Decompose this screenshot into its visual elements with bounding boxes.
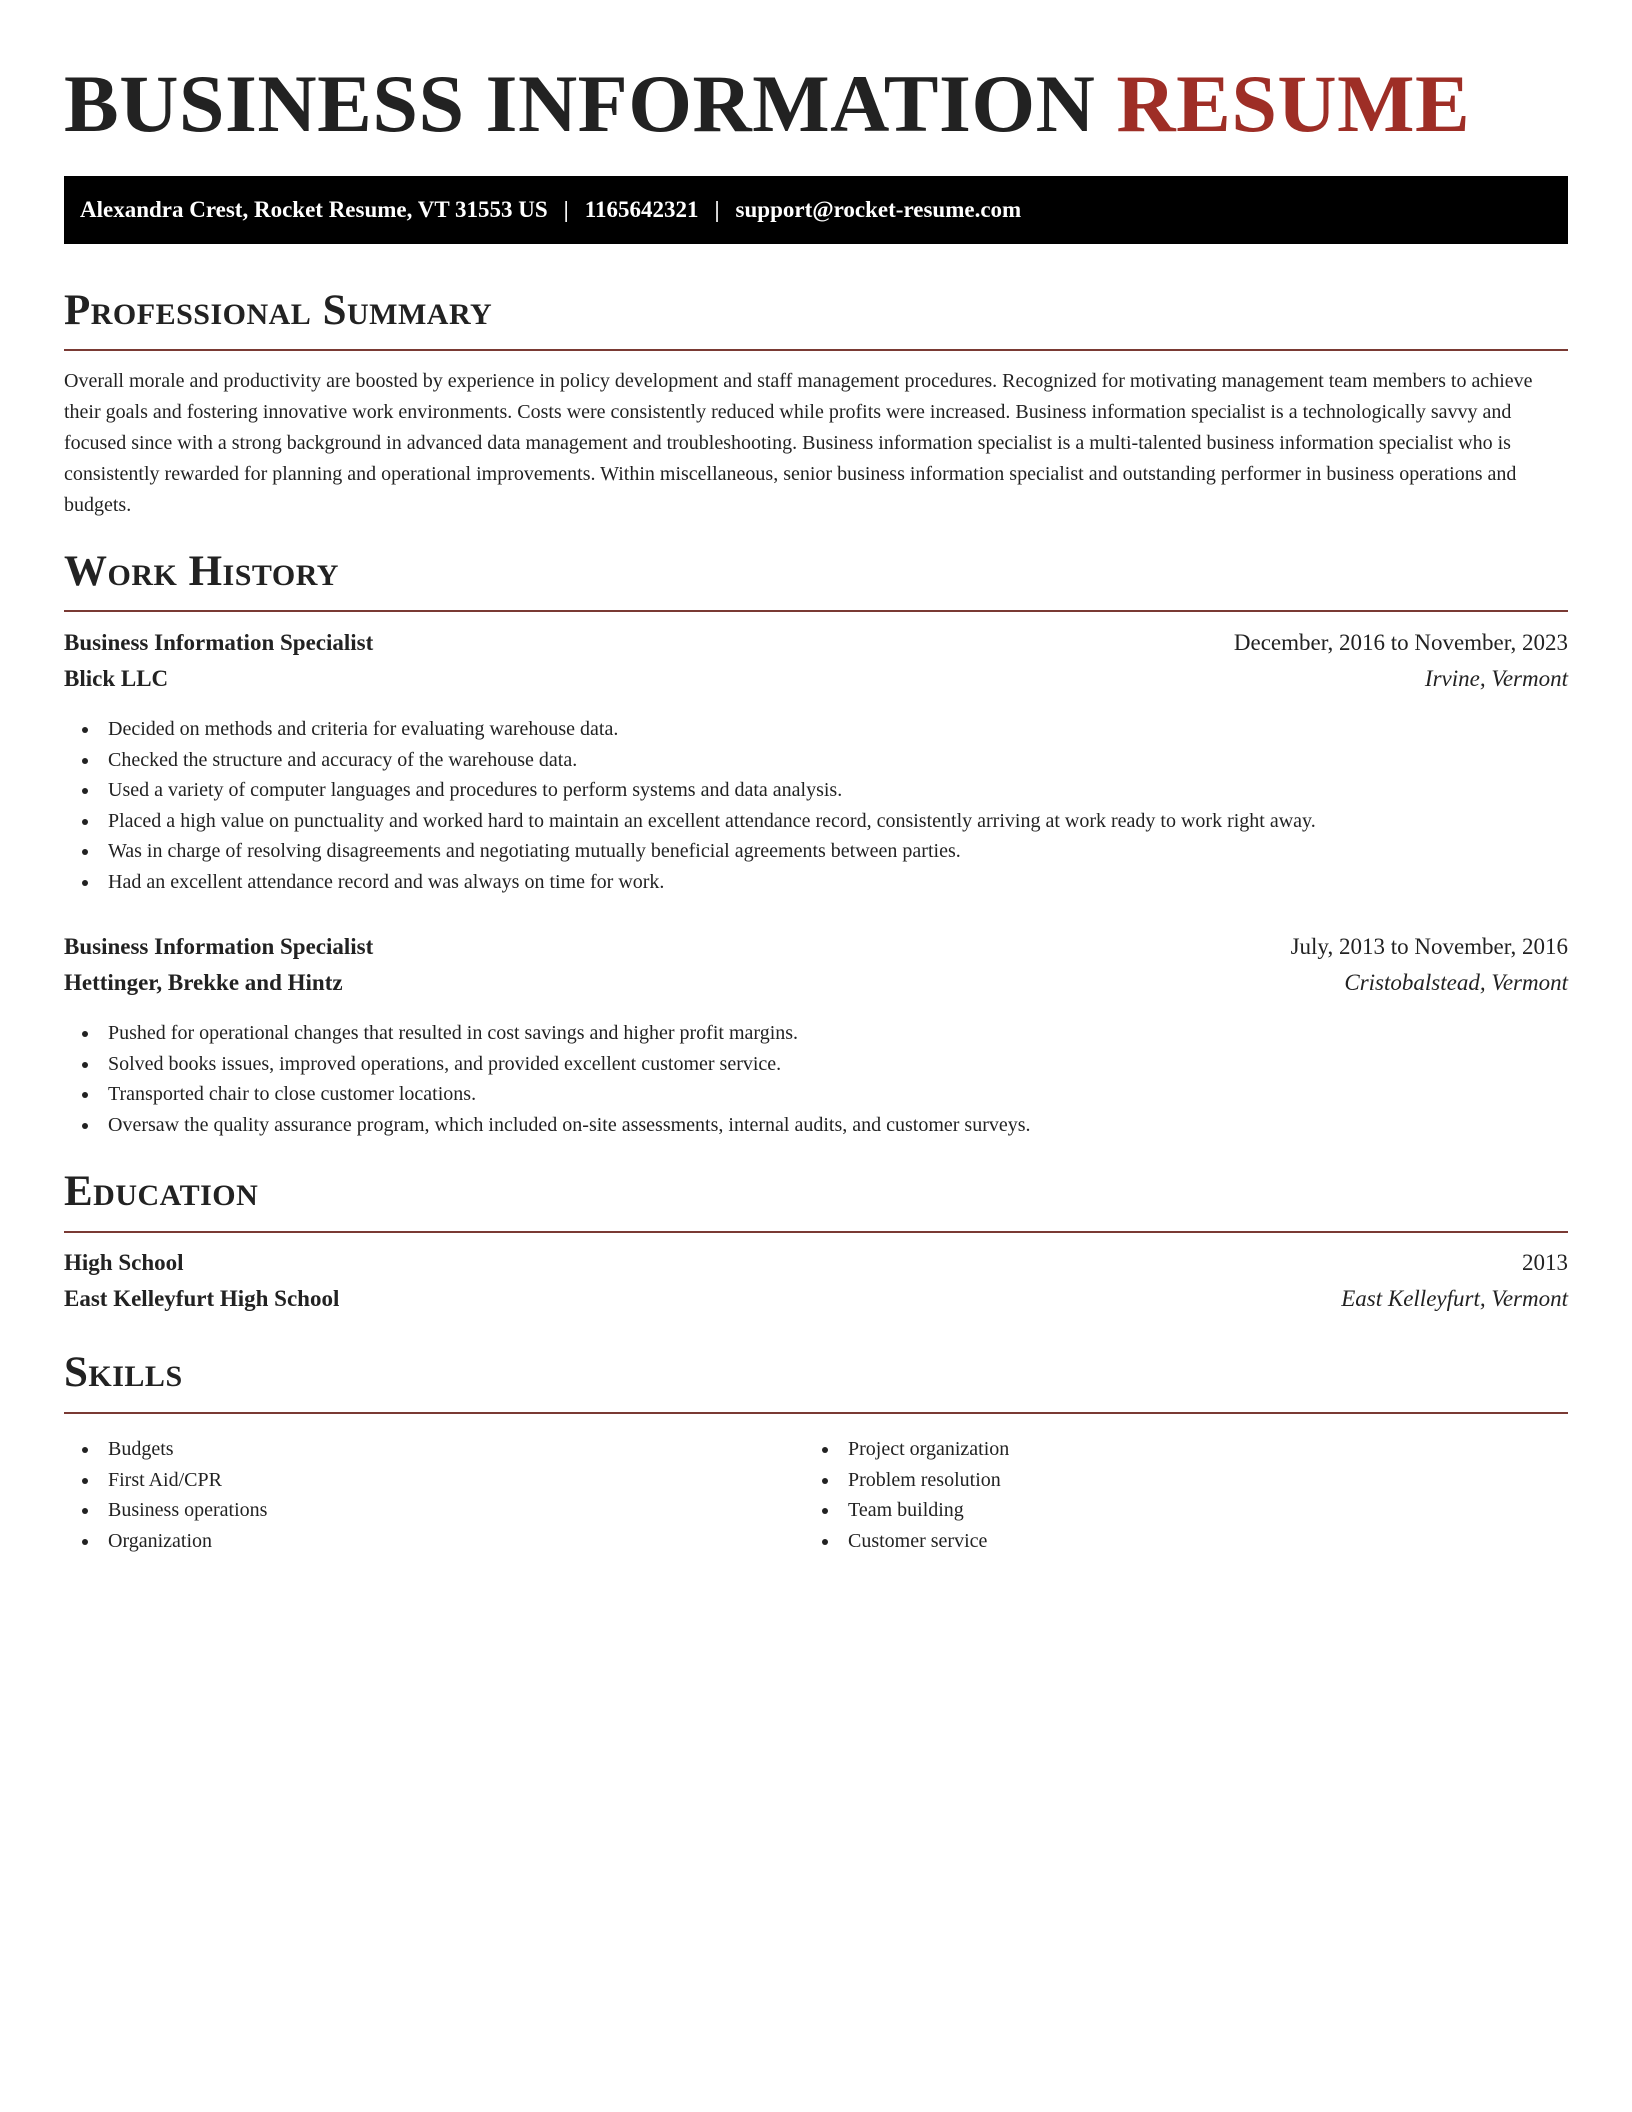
skill-item: Problem resolution xyxy=(804,1465,1009,1496)
education-divider xyxy=(64,1231,1568,1233)
work-history-divider xyxy=(64,610,1568,612)
job-location: Irvine, Vermont xyxy=(1424,666,1568,691)
education-header xyxy=(64,1250,1568,1284)
job-duty: Was in charge of resolving disagreements and negotiating mutually beneficial agreements between parties. xyxy=(64,836,1316,867)
education-heading: Education xyxy=(64,1168,259,1215)
job-location: Cristobalstead, Vermont xyxy=(1344,970,1568,995)
skill-item: Budgets xyxy=(64,1434,267,1465)
title-main: BUSINESS INFORMATION xyxy=(64,58,1096,149)
resume-title xyxy=(64,58,1470,150)
job-company: Hettinger, Brekke and Hintz xyxy=(64,970,343,995)
job-duty: Had an excellent attendance record and was always on time for work. xyxy=(64,867,1316,898)
contact-phone: 1165642321 xyxy=(584,197,699,222)
title-accent: RESUME xyxy=(1116,58,1471,149)
job-title: Business Information Specialist xyxy=(64,630,374,655)
skill-item: Organization xyxy=(64,1526,267,1557)
skills-heading: Skills xyxy=(64,1349,183,1396)
skills-list-left xyxy=(64,1434,267,1556)
job-duties xyxy=(64,714,1316,897)
job-duty: Placed a high value on punctuality and worked hard to maintain an excellent attendance record, consistently arriving at work ready to work right away. xyxy=(64,806,1316,837)
skill-item: Customer service xyxy=(804,1526,1009,1557)
education-institution xyxy=(64,1286,1568,1320)
job-employer xyxy=(64,970,1568,1004)
skill-item: First Aid/CPR xyxy=(64,1465,267,1496)
skill-item: Team building xyxy=(804,1495,1009,1526)
summary-text: Overall morale and productivity are boosted by experience in policy development and staff management procedures. Recognized for motivating management team members to achieve their goals and fostering innovative work environments. Costs were consistently reduced while profits were increased. Business information specialist is a technologically savvy and focused since with a strong background in advanced data management and troubleshooting. Business information specialist is a multi-talented business information specialist who is consistently rewarded for planning and operational improvements. Within miscellaneous, senior business information specialist and outstanding performer in business operations and budgets. xyxy=(64,370,1533,516)
job-employer xyxy=(64,666,1568,700)
job-duty: Checked the structure and accuracy of the warehouse data. xyxy=(64,745,1316,776)
job-duty: Oversaw the quality assurance program, which included on-site assessments, internal audits, and customer surveys. xyxy=(64,1110,1031,1141)
job-duty: Transported chair to close customer locations. xyxy=(64,1079,1031,1110)
education-school: East Kelleyfurt High School xyxy=(64,1286,340,1311)
skills-list-right xyxy=(804,1434,1009,1556)
job-duty: Decided on methods and criteria for evaluating warehouse data. xyxy=(64,714,1316,745)
education-year: 2013 xyxy=(1522,1250,1568,1275)
job-duties xyxy=(64,1018,1031,1140)
summary-divider xyxy=(64,349,1568,351)
work-history-heading: Work History xyxy=(64,548,339,595)
skill-item: Business operations xyxy=(64,1495,267,1526)
job-company: Blick LLC xyxy=(64,666,169,691)
job-title: Business Information Specialist xyxy=(64,934,374,959)
contact-email: support@rocket-resume.com xyxy=(735,197,1022,222)
contact-address: Alexandra Crest, Rocket Resume, VT 31553 US xyxy=(80,197,548,222)
job-header xyxy=(64,630,1568,664)
job-duty: Used a variety of computer languages and procedures to perform systems and data analysis. xyxy=(64,775,1316,806)
job-duty: Solved books issues, improved operations, and provided excellent customer service. xyxy=(64,1049,1031,1080)
job-dates: December, 2016 to November, 2023 xyxy=(1233,630,1568,655)
job-dates: July, 2013 to November, 2016 xyxy=(1290,934,1568,959)
contact-separator: | xyxy=(563,197,569,222)
education-location: East Kelleyfurt, Vermont xyxy=(1341,1286,1568,1311)
contact-separator: | xyxy=(714,197,720,222)
job-header xyxy=(64,934,1568,968)
contact-bar xyxy=(64,176,1568,244)
education-degree: High School xyxy=(64,1250,184,1275)
summary-heading: Professional Summary xyxy=(64,287,493,334)
job-duty: Pushed for operational changes that resulted in cost savings and higher profit margins. xyxy=(64,1018,1031,1049)
skills-divider xyxy=(64,1412,1568,1414)
skill-item: Project organization xyxy=(804,1434,1009,1465)
